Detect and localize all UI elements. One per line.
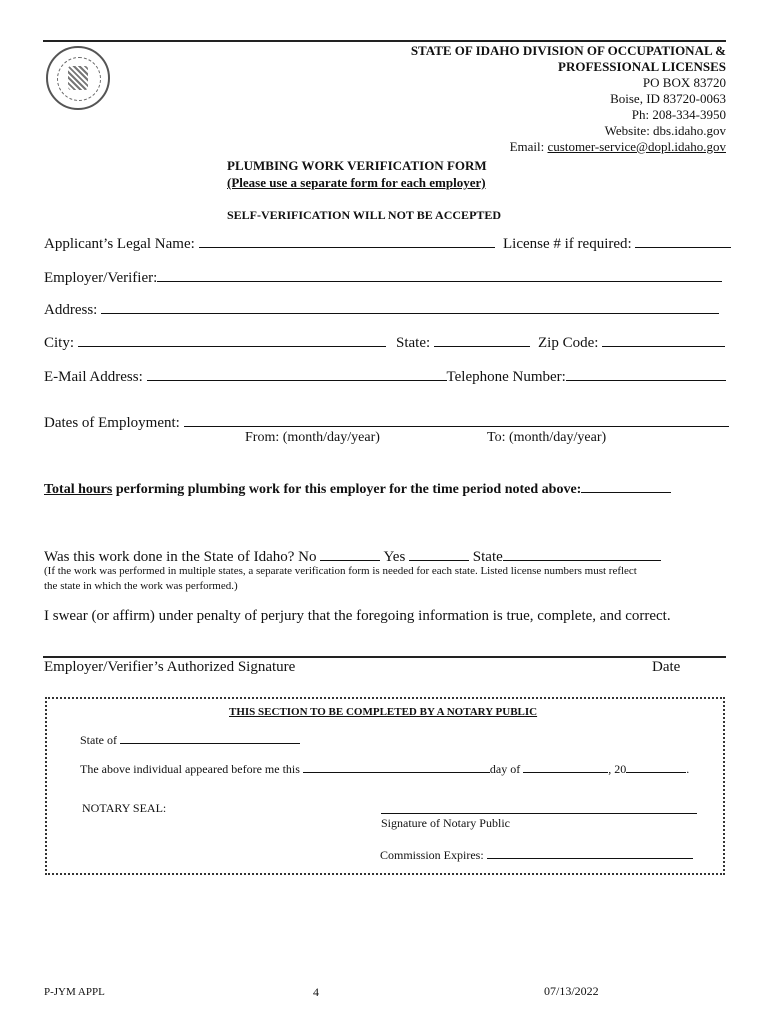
total-hours-desc: performing plumbing work for this employer for the time period noted above: <box>112 482 582 497</box>
month-field[interactable] <box>523 760 608 773</box>
zip-field[interactable] <box>602 332 725 347</box>
zip-row <box>538 332 725 352</box>
email-link[interactable]: customer-service@dopl.idaho.gov <box>547 139 726 154</box>
state-seal-icon <box>46 46 110 110</box>
address-row <box>44 299 719 319</box>
footer-form-code: P-JYM APPL <box>44 986 105 998</box>
city-field[interactable] <box>78 332 386 347</box>
year-prefix: , 20 <box>608 762 627 776</box>
form-title: PLUMBING WORK VERIFICATION FORM <box>227 158 487 173</box>
state-other-label: State <box>472 549 503 565</box>
notary-appeared-row: The above individual appeared before me this day of , 20 . <box>80 762 690 776</box>
multi-state-note-2: the state in which the work was performed.) <box>44 580 238 592</box>
license-row <box>503 233 731 253</box>
telephone-label: Telephone Number: <box>446 369 566 385</box>
from-label: From: (month/day/year) <box>245 430 380 445</box>
commission-row <box>380 846 693 863</box>
year-field[interactable] <box>626 760 686 773</box>
email-line <box>510 139 726 155</box>
day-of-label: day of <box>489 762 521 776</box>
total-hours-label: Total hours <box>44 482 113 497</box>
agency-line1: STATE OF IDAHO DIVISION OF OCCUPATIONAL & <box>410 43 726 58</box>
zip-label: Zip Code: <box>538 335 599 351</box>
self-verification-notice: SELF-VERIFICATION WILL NOT BE ACCEPTED <box>227 208 502 222</box>
oath-statement: I swear (or affirm) under penalty of perjury that the foregoing information is true, complete, and correct. <box>44 608 671 624</box>
employer-row <box>44 267 722 287</box>
license-field[interactable] <box>635 233 731 248</box>
telephone-field[interactable] <box>566 366 726 381</box>
po-box: PO BOX 83720 <box>642 75 726 90</box>
commission-field[interactable] <box>487 846 693 859</box>
city-label: City: <box>44 335 75 351</box>
website: Website: dbs.idaho.gov <box>604 123 726 138</box>
footer-page-number: 4 <box>313 985 319 999</box>
email-row <box>44 366 726 386</box>
signature-date-label: Date <box>652 659 681 675</box>
state-row <box>396 332 530 352</box>
email-label: Email: <box>509 139 548 154</box>
yes-label: Yes <box>383 549 406 565</box>
applicant-name-field[interactable] <box>199 233 495 248</box>
top-rule <box>43 40 726 42</box>
city-row <box>44 332 386 352</box>
commission-label: Commission Expires: <box>380 848 484 862</box>
employer-field[interactable] <box>157 267 722 282</box>
signature-label: Employer/Verifier’s Authorized Signature <box>44 659 296 675</box>
no-label: No <box>298 549 317 565</box>
state-label: State: <box>396 335 431 351</box>
notary-seal-label: NOTARY SEAL: <box>82 801 167 815</box>
state-field[interactable] <box>434 332 530 347</box>
state-other-field[interactable] <box>503 546 661 561</box>
email-address-label: E-Mail Address: <box>44 369 143 385</box>
signature-line[interactable] <box>43 656 726 658</box>
yes-field[interactable] <box>409 546 469 561</box>
agency-line2: PROFESSIONAL LICENSES <box>558 59 726 74</box>
to-label: To: (month/day/year) <box>487 430 607 445</box>
address-field[interactable] <box>101 299 719 314</box>
total-hours-field[interactable] <box>581 478 671 493</box>
applicant-name-label: Applicant’s Legal Name: <box>44 236 195 252</box>
notary-state-row <box>80 731 300 748</box>
email-address-field[interactable] <box>147 366 447 381</box>
state-of-label: State of <box>80 733 117 747</box>
idaho-question-row <box>44 546 661 566</box>
phone: Ph: 208-334-3950 <box>631 107 726 122</box>
city-zip: Boise, ID 83720-0063 <box>610 91 726 106</box>
multi-state-note-1: (If the work was performed in multiple states, a separate verification form is needed for each state. Listed license numbers must reflect <box>44 565 637 577</box>
dates-field[interactable] <box>184 412 729 427</box>
appeared-label: The above individual appeared before me this <box>80 762 300 776</box>
employer-label: Employer/Verifier: <box>44 270 158 286</box>
dates-row <box>44 412 729 432</box>
dates-label: Dates of Employment: <box>44 415 180 431</box>
address-label: Address: <box>44 302 98 318</box>
form-subtitle: (Please use a separate form for each employer) <box>227 175 486 190</box>
notary-signature-label: Signature of Notary Public <box>381 816 510 830</box>
appeared-day-field[interactable] <box>303 760 490 773</box>
footer-revision-date: 07/13/2022 <box>544 984 599 998</box>
state-of-field[interactable] <box>120 731 300 744</box>
idaho-question: Was this work done in the State of Idaho? <box>44 549 295 565</box>
no-field[interactable] <box>320 546 380 561</box>
total-hours-row <box>44 478 671 498</box>
notary-signature-line[interactable] <box>381 813 697 814</box>
notary-heading: THIS SECTION TO BE COMPLETED BY A NOTARY PUBLIC <box>229 706 538 718</box>
license-label: License # if required: <box>503 236 632 252</box>
applicant-name-row <box>44 233 495 253</box>
